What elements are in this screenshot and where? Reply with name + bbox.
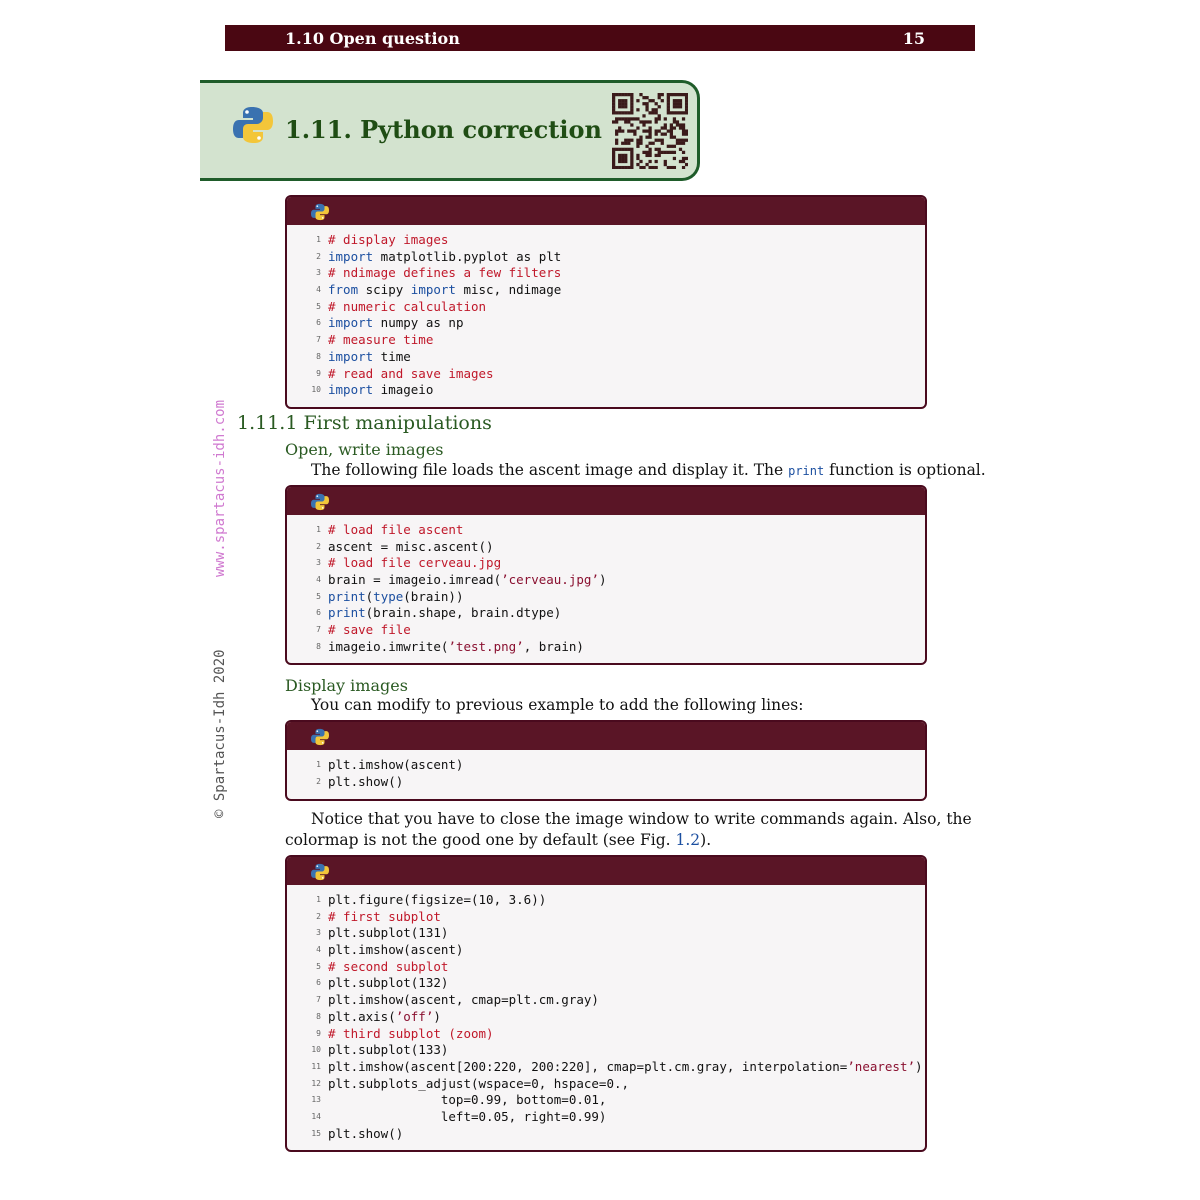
code-token: # load file ascent [328, 522, 464, 537]
code-line [287, 332, 925, 349]
code-line [287, 757, 925, 774]
code-token: ’off’ [395, 1008, 434, 1024]
line-number: 5 [316, 961, 321, 971]
code-token: time [373, 348, 411, 364]
code-block-header [287, 722, 925, 750]
line-number: 8 [316, 641, 321, 651]
code-token: left=0.05, right=0.99) [328, 1108, 607, 1124]
code-token: plt.imshow(ascent) [328, 757, 464, 772]
code-block-imshow [285, 720, 927, 801]
line-number: 2 [316, 251, 321, 261]
sidebar-url: www.spartacus-idh.com [212, 399, 228, 577]
line-number: 10 [311, 1045, 321, 1055]
code-token: plt.figure(figsize=(10, 3.6)) [328, 892, 547, 907]
code-token: # display images [328, 232, 449, 247]
code-line [287, 975, 925, 992]
code-token: ascent = misc.ascent() [328, 538, 494, 554]
paragraph-notice-line2: colormap is not the good one by default (see Fig. 1.2). [285, 831, 712, 849]
code-line [287, 774, 925, 791]
line-number: 8 [316, 1011, 321, 1021]
code-token: print [328, 605, 366, 621]
code-token: ) [915, 1058, 923, 1074]
line-number: 5 [316, 591, 321, 601]
code-line [287, 1109, 925, 1126]
code-token: misc, ndimage [455, 282, 562, 298]
line-number: 7 [316, 335, 321, 345]
code-block-subplots [285, 855, 927, 1152]
code-block-imports [285, 195, 927, 409]
line-number: 6 [316, 318, 321, 328]
code-token: # read and save images [328, 365, 494, 381]
code-token: imageio.imwrite( [328, 638, 449, 654]
line-number: 6 [316, 608, 321, 618]
code-token: type [373, 588, 404, 604]
code-line [287, 589, 925, 606]
code-line [287, 349, 925, 366]
code-line [287, 622, 925, 639]
code-line [287, 1059, 925, 1076]
code-token: plt.imshow(ascent, cmap=plt.cm.gray) [328, 992, 599, 1008]
inline-code-print: print [788, 464, 825, 478]
code-line [287, 909, 925, 926]
code-token: plt.show() [328, 1125, 404, 1141]
code-token: # save file [328, 622, 411, 638]
code-line [287, 249, 925, 266]
code-token: # load file cerveau.jpg [328, 555, 502, 571]
page-number: 15 [902, 29, 925, 48]
line-number: 3 [316, 928, 321, 938]
subsection-heading-open-write: Open, write images [285, 440, 444, 459]
code-token: plt.subplot(133) [328, 1042, 449, 1058]
line-number: 7 [316, 995, 321, 1005]
line-number: 15 [311, 1128, 321, 1138]
code-line [287, 315, 925, 332]
code-line [287, 522, 925, 539]
line-number: 2 [316, 541, 321, 551]
code-line [287, 366, 925, 383]
line-number: 13 [311, 1095, 321, 1105]
line-number: 11 [311, 1061, 321, 1071]
code-line [287, 605, 925, 622]
code-token: import [328, 248, 374, 264]
code-token: plt.imshow(ascent) [328, 942, 464, 958]
line-number: 1 [316, 895, 321, 904]
code-token: (brain)) [403, 588, 464, 604]
line-number: 4 [316, 575, 321, 585]
chapter-banner [200, 80, 700, 181]
line-number: 7 [316, 625, 321, 635]
code-token: # measure time [328, 332, 434, 348]
line-number: 2 [316, 911, 321, 921]
banner-title: 1.11. Python correction [285, 115, 602, 144]
code-line [287, 265, 925, 282]
code-token: plt.subplots_adjust(wspace=0, hspace=0., [328, 1075, 630, 1091]
code-line [287, 555, 925, 572]
code-token: top=0.99, bottom=0.01, [328, 1092, 607, 1108]
python-logo-icon [233, 105, 273, 145]
line-number: 4 [316, 945, 321, 955]
code-line [287, 892, 925, 909]
python-icon [311, 203, 329, 221]
line-number: 6 [316, 978, 321, 988]
code-token: ) [433, 1008, 441, 1024]
code-token: import [328, 382, 374, 398]
code-line [287, 1092, 925, 1109]
code-token: print [328, 588, 366, 604]
code-line [287, 539, 925, 556]
line-number: 1 [316, 525, 321, 534]
code-line [287, 572, 925, 589]
code-line [287, 1009, 925, 1026]
code-token: plt.subplot(132) [328, 975, 449, 991]
paragraph-notice-line1: Notice that you have to close the image window to write commands again. Also, the [311, 810, 972, 828]
code-token: from [328, 282, 359, 298]
code-line [287, 1026, 925, 1043]
code-line [287, 992, 925, 1009]
code-line [287, 1126, 925, 1143]
code-block-load-save [285, 485, 927, 665]
line-number: 4 [316, 285, 321, 295]
code-block-header [287, 197, 925, 225]
code-line [287, 1076, 925, 1093]
code-token: # ndimage defines a few filters [328, 265, 562, 281]
code-token: import [410, 282, 456, 298]
code-line [287, 942, 925, 959]
code-token: import [328, 348, 374, 364]
code-line [287, 382, 925, 399]
code-token: brain = imageio.imread( [328, 572, 502, 588]
line-number: 10 [311, 385, 321, 395]
paragraph-display: You can modify to previous example to add the following lines: [311, 696, 804, 714]
code-token: ’cerveau.jpg’ [501, 572, 599, 588]
code-token: # third subplot (zoom) [328, 1025, 494, 1041]
code-token: plt.imshow(ascent[200:220, 200:220], cmap=plt.cm.gray, interpolation= [328, 1058, 848, 1074]
line-number: 8 [316, 351, 321, 361]
line-number: 1 [316, 760, 321, 769]
line-number: 12 [311, 1078, 321, 1088]
code-line [287, 1042, 925, 1059]
code-token: matplotlib.pyplot as plt [373, 248, 562, 264]
code-line [287, 232, 925, 249]
figure-reference-link[interactable]: 1.2 [675, 831, 701, 849]
code-token: # first subplot [328, 908, 441, 924]
running-header [225, 25, 975, 51]
code-token: (brain.shape, brain.dtype) [365, 605, 562, 621]
code-line [287, 639, 925, 656]
code-token: imageio [373, 382, 434, 398]
code-line [287, 959, 925, 976]
code-block-header [287, 487, 925, 515]
code-token: ( [365, 588, 374, 604]
line-number: 1 [316, 235, 321, 244]
code-token: ) [598, 572, 607, 588]
code-token: ’test.png’ [448, 638, 524, 654]
code-token: numpy as np [373, 315, 464, 331]
line-number: 14 [311, 1111, 321, 1121]
code-token: plt.axis( [328, 1008, 396, 1024]
code-token: ’nearest’ [847, 1058, 916, 1074]
sidebar-copyright: © Spartacus-Idh 2020 [212, 649, 228, 818]
code-token: plt.subplot(131) [328, 925, 449, 941]
code-token: scipy [358, 282, 411, 298]
line-number: 5 [316, 301, 321, 311]
python-icon [311, 493, 329, 511]
code-line [287, 282, 925, 299]
code-token: plt.show() [328, 773, 404, 789]
qr-code-icon [612, 93, 688, 169]
line-number: 9 [316, 368, 321, 378]
code-line [287, 925, 925, 942]
code-token: , brain) [523, 638, 584, 654]
code-token: # numeric calculation [328, 298, 487, 314]
line-number: 3 [316, 268, 321, 278]
code-line [287, 299, 925, 316]
code-token: import [328, 315, 374, 331]
python-icon [311, 863, 329, 881]
section-heading: 1.11.1 First manipulations [237, 412, 492, 434]
header-section-title: 1.10 Open question [285, 29, 460, 48]
line-number: 2 [316, 776, 321, 786]
code-token: # second subplot [328, 958, 449, 974]
python-icon [311, 728, 329, 746]
subsection-heading-display: Display images [285, 676, 408, 695]
paragraph-open-write: The following file loads the ascent image and display it. The print function is optional. [311, 461, 986, 479]
line-number: 9 [316, 1028, 321, 1038]
code-block-header [287, 857, 925, 885]
line-number: 3 [316, 558, 321, 568]
